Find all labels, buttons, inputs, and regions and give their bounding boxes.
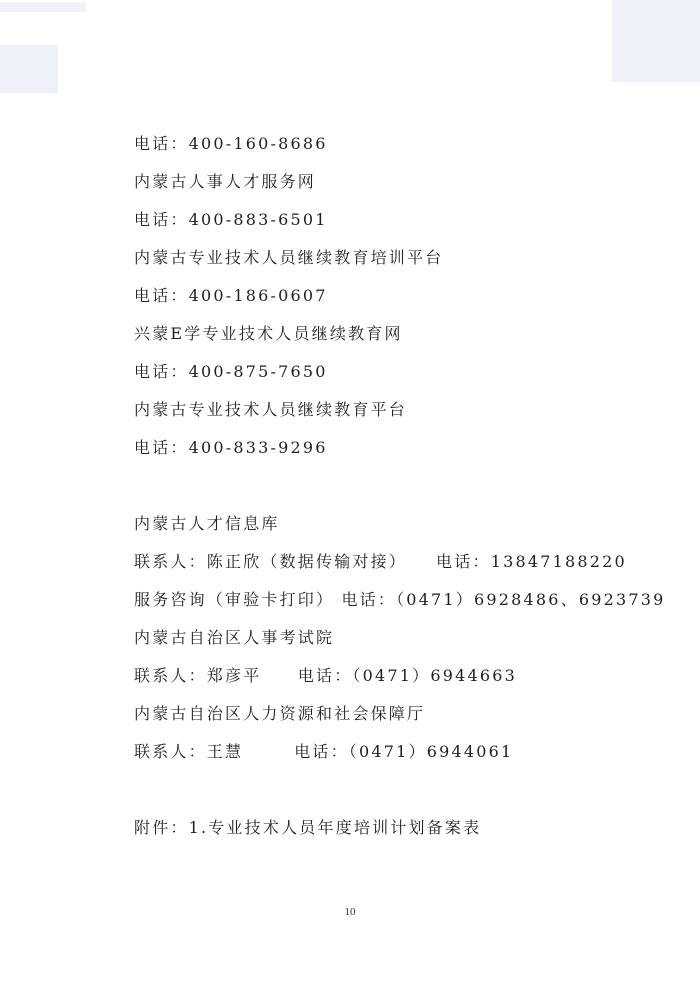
scan-mark-top-right xyxy=(612,0,700,82)
contact-phone-line: 电话：400-883-6501 xyxy=(134,210,328,229)
org-name-line: 内蒙古自治区人事考试院 xyxy=(134,628,335,647)
org-name-line: 内蒙古人事人才服务网 xyxy=(134,172,317,191)
contact-phone-line: 电话：400-833-9296 xyxy=(134,438,328,457)
org-name-line: 内蒙古人才信息库 xyxy=(134,514,280,533)
service-consult-line: 服务咨询（审验卡打印） 电话：（0471）6928486、6923739 xyxy=(134,590,666,609)
contact-phone-line: 电话：400-186-0607 xyxy=(134,286,328,305)
scan-mark-top-left xyxy=(0,45,58,93)
org-name-line: 内蒙古专业技术人员继续教育平台 xyxy=(134,400,408,419)
org-name-line: 兴蒙E学专业技术人员继续教育网 xyxy=(134,324,403,343)
org-name-line: 内蒙古专业技术人员继续教育培训平台 xyxy=(134,248,444,267)
contact-person-line: 联系人：陈正欣（数据传输对接） 电话：13847188220 xyxy=(134,552,627,571)
scan-mark-top-left-strip xyxy=(0,2,86,12)
attachment-line: 附件：1.专业技术人员年度培训计划备案表 xyxy=(134,818,482,837)
page-number: 10 xyxy=(344,906,356,918)
contact-phone-line: 电话：400-160-8686 xyxy=(134,134,328,153)
org-name-line: 内蒙古自治区人力资源和社会保障厅 xyxy=(134,704,426,723)
contact-person-line: 联系人：郑彦平 电话：（0471）6944663 xyxy=(134,666,518,685)
contact-person-line: 联系人：王慧 电话：（0471）6944061 xyxy=(134,742,514,761)
contact-phone-line: 电话：400-875-7650 xyxy=(134,362,328,381)
